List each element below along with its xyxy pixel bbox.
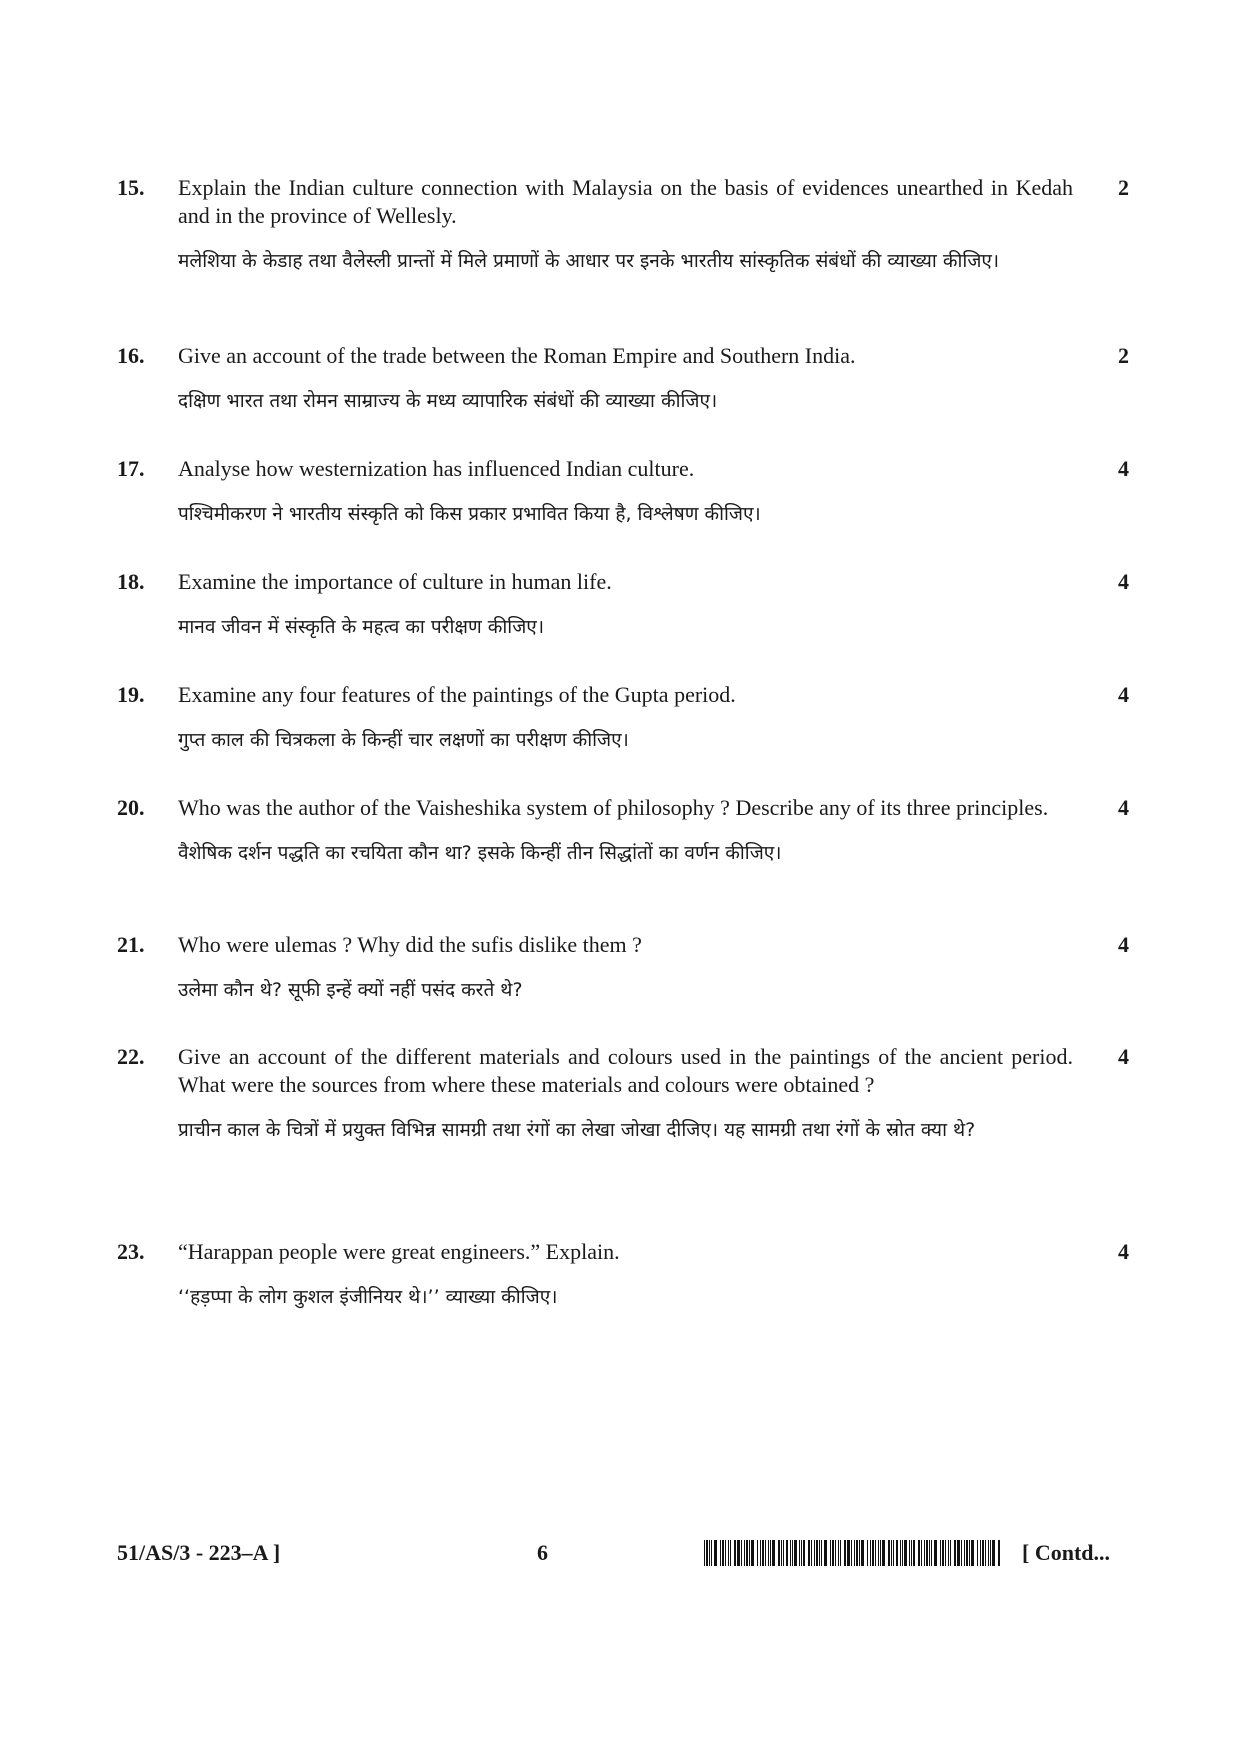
question-text-hindi: उलेमा कौन थे? सूफी इन्हें क्यों नहीं पसंद करते थे? (178, 979, 523, 1001)
question-text-hindi: दक्षिण भारत तथा रोमन साम्राज्य के मध्य व्यापारिक संबंधों की व्याख्या कीजिए। (178, 390, 718, 412)
question-marks: 4 (1118, 682, 1129, 707)
question-marks: 4 (1118, 795, 1129, 820)
question-text-english: “Harappan people were great engineers.” Explain. (178, 1239, 620, 1264)
question-text-hindi: ‘‘हड़प्पा के लोग कुशल इंजीनियर थे।’’ व्याख्या कीजिए। (178, 1286, 558, 1308)
question-number: 20. (117, 795, 145, 820)
question-body (178, 568, 1073, 645)
question-text-english: Who were ulemas ? Why did the sufis dislike them ? (178, 932, 642, 957)
question-body (178, 1043, 1073, 1148)
question-text-hindi: मलेशिया के केडाह तथा वैलेस्ली प्रान्तों में मिले प्रमाणों के आधार पर इनके भारतीय सांस्कृतिक संबंधों की व्याख्या कीजिए। (178, 250, 1000, 272)
question-text-hindi: वैशेषिक दर्शन पद्धति का रचयिता कौन था? इसके किन्हीं तीन सिद्धांतों का वर्णन कीजिए। (178, 842, 782, 864)
question-number: 17. (117, 456, 145, 481)
question-body (178, 681, 1073, 758)
question-body (178, 342, 1073, 419)
question-marks: 2 (1118, 175, 1129, 200)
question-body (178, 931, 1073, 1008)
question-body (178, 455, 1073, 532)
question-text-english: Examine the importance of culture in human life. (178, 569, 612, 594)
question-text-hindi: गुप्त काल की चित्रकला के किन्हीं चार लक्षणों का परीक्षण कीजिए। (178, 729, 629, 751)
page-footer (117, 1538, 1137, 1572)
question-text-english: Examine any four features of the paintings of the Gupta period. (178, 682, 736, 707)
question-body (178, 1238, 1073, 1315)
question-marks: 4 (1118, 569, 1129, 594)
question-marks: 4 (1118, 1044, 1129, 1069)
question-number: 16. (117, 343, 145, 368)
question-marks: 4 (1118, 456, 1129, 481)
page-number: 6 (537, 1540, 548, 1565)
question-text-hindi: प्राचीन काल के चित्रों में प्रयुक्त विभिन्न सामग्री तथा रंगों का लेखा जोखा दीजिए। यह सामग्री तथा रंगों के स्रोत क्या थे? (178, 1119, 976, 1141)
question-marks: 4 (1118, 1239, 1129, 1264)
question-text-english: Explain the Indian culture connection with Malaysia on the basis of evidences unearthed in Kedah and in the province of Wellesly. (178, 175, 1073, 228)
question-marks: 4 (1118, 932, 1129, 957)
question-text-english: Give an account of the different materials and colours used in the paintings of the ancient period. What were the sources from where these materials and colours were obtained ? (178, 1044, 1073, 1097)
barcode-icon (704, 1540, 1000, 1566)
question-body (178, 794, 1073, 871)
question-number: 18. (117, 569, 145, 594)
question-text-hindi: मानव जीवन में संस्कृति के महत्व का परीक्षण कीजिए। (178, 616, 545, 638)
question-marks: 2 (1118, 343, 1129, 368)
question-number: 23. (117, 1239, 145, 1264)
question-number: 21. (117, 932, 145, 957)
question-body (178, 174, 1073, 279)
question-text-hindi: पश्चिमीकरण ने भारतीय संस्कृति को किस प्रकार प्रभावित किया है, विश्लेषण कीजिए। (178, 503, 761, 525)
question-text-english: Who was the author of the Vaisheshika system of philosophy ? Describe any of its three principles. (178, 795, 1049, 820)
question-text-english: Give an account of the trade between the Roman Empire and Southern India. (178, 343, 856, 368)
question-text-english: Analyse how westernization has influenced Indian culture. (178, 456, 695, 481)
paper-code: 51/AS/3 - 223–A ] (117, 1540, 281, 1565)
continued-label: [ Contd... (1022, 1540, 1111, 1565)
question-number: 19. (117, 682, 145, 707)
question-number: 22. (117, 1044, 145, 1069)
question-number: 15. (117, 175, 145, 200)
